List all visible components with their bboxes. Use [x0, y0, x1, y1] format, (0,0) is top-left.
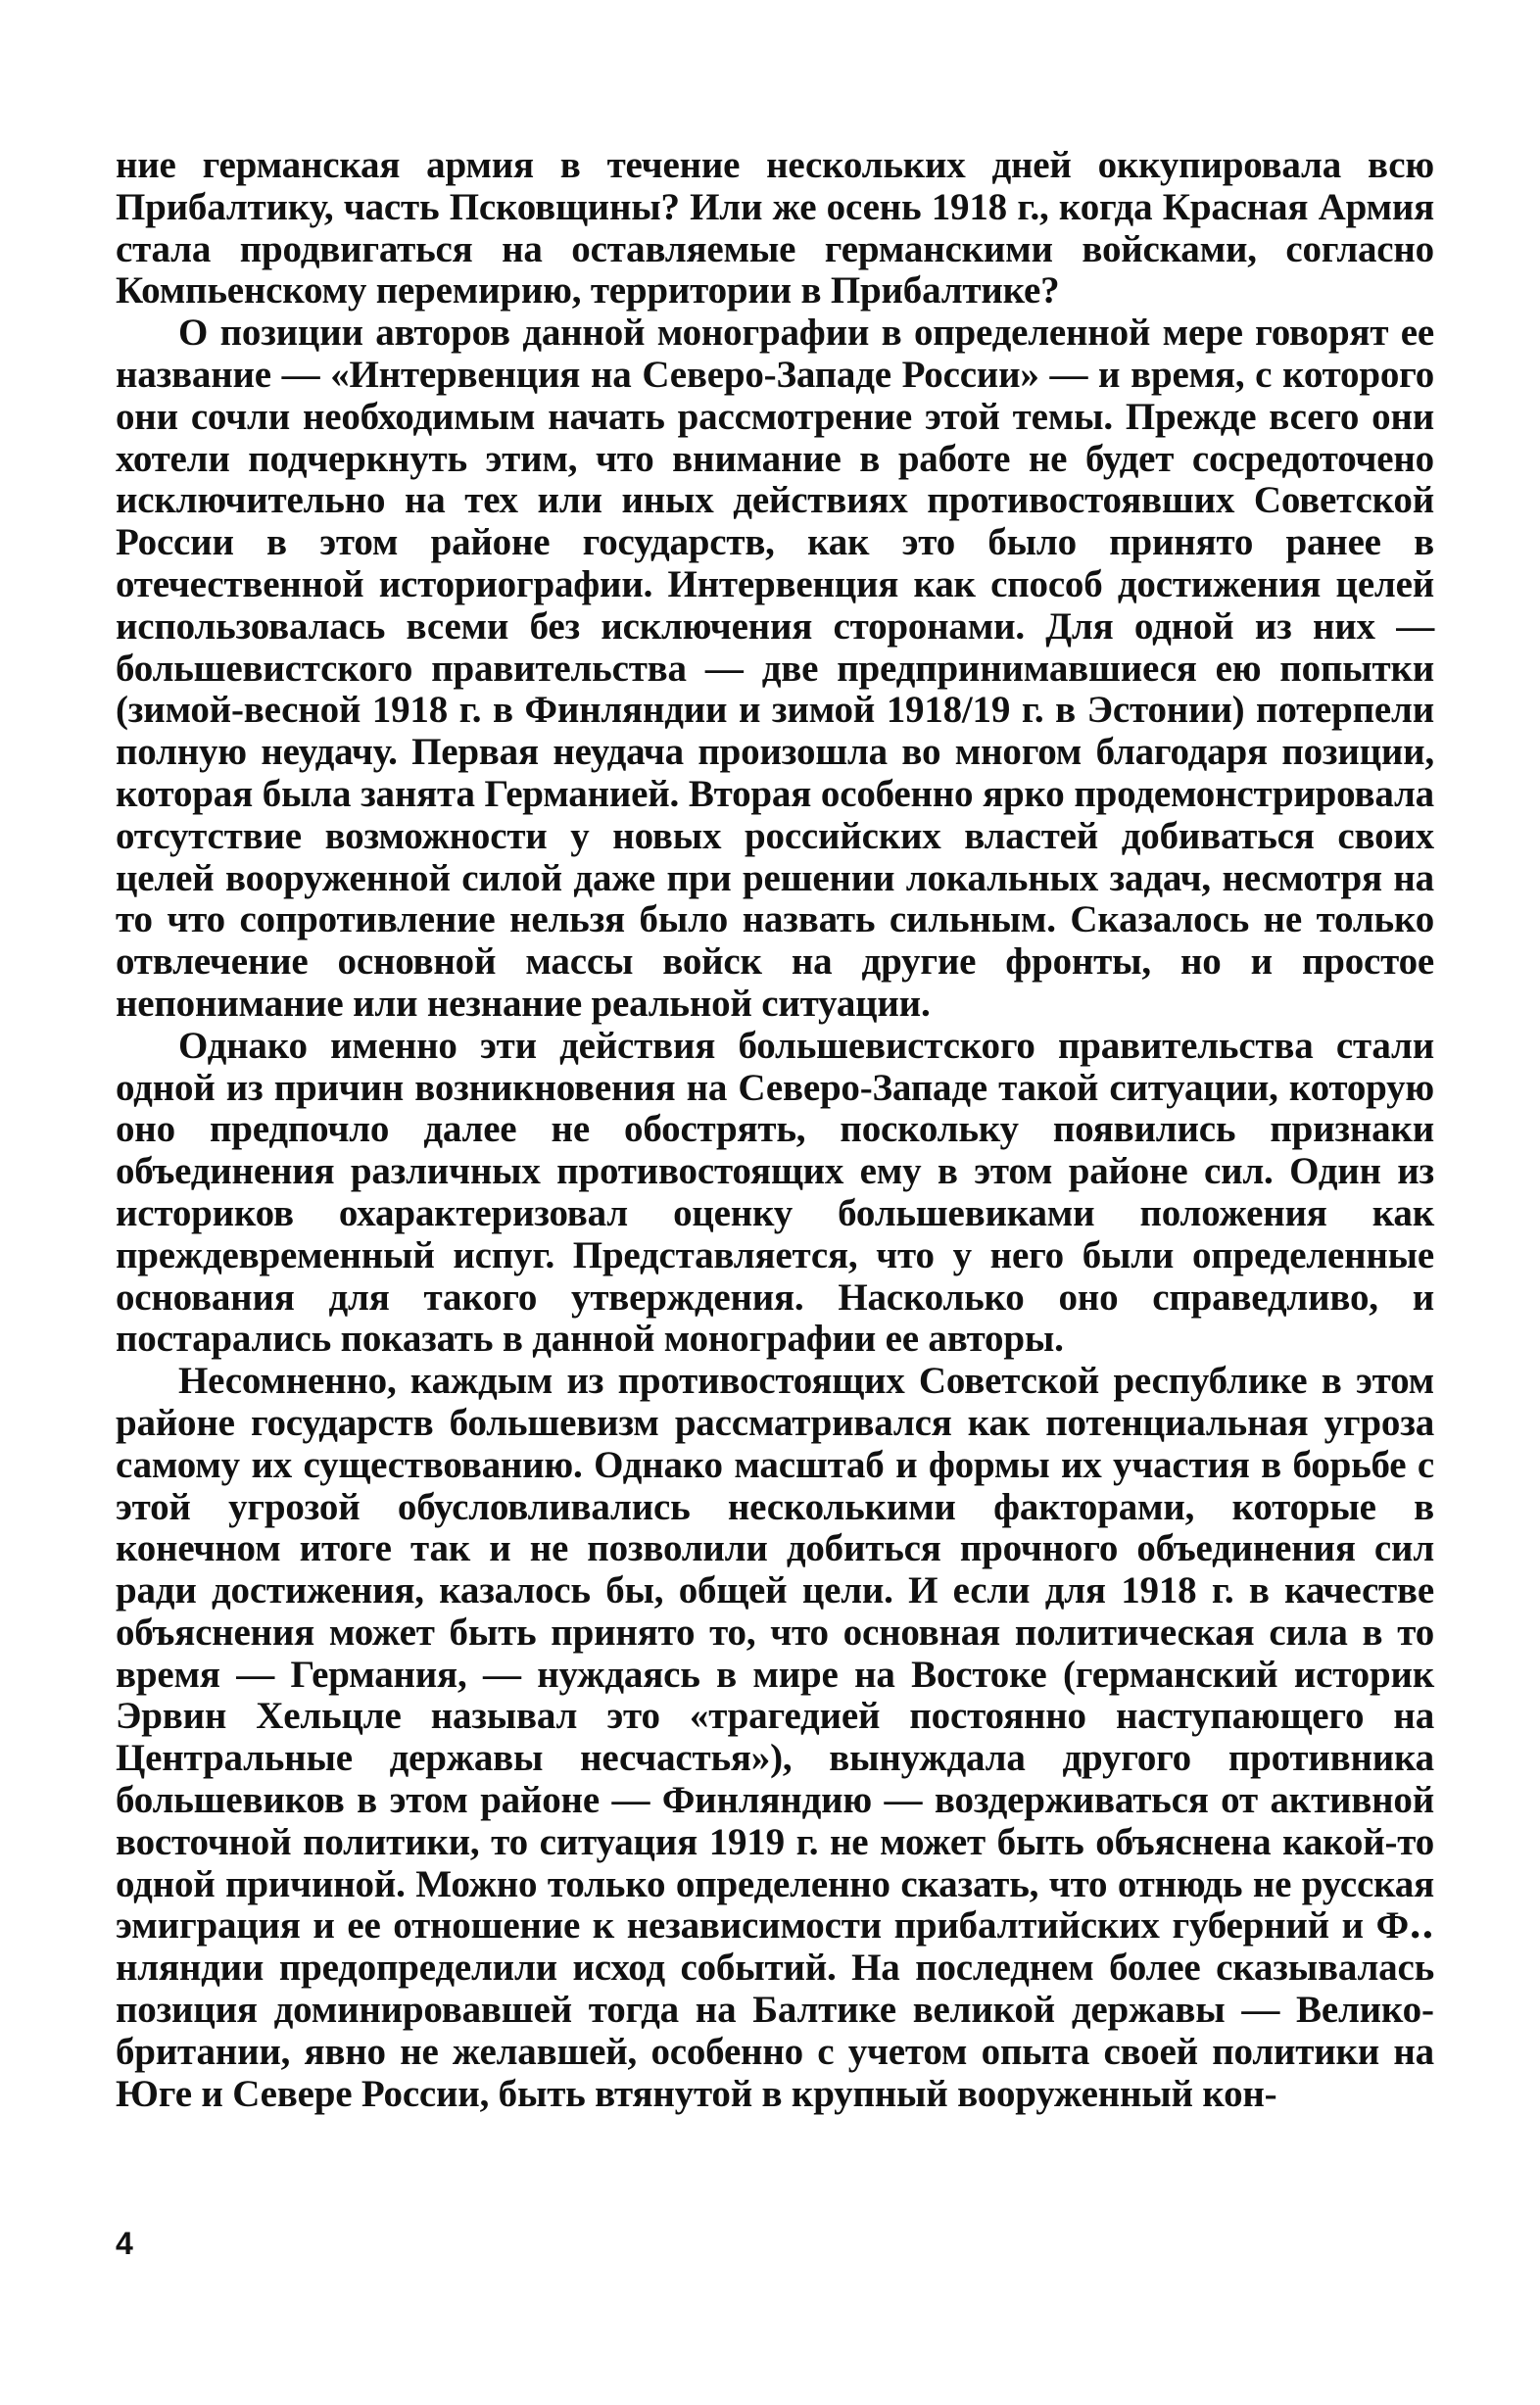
paragraph-2: О позиции авторов данной монографии в определенной мере говорят ее название — «Интервенция на Северо-Западе России» — и время, с которого они сочли необходимым начать рассмотрение этой темы. Прежде всего они хотели подчеркнуть этим, что внимание в работе не будет сосредоточено исключительно на тех или иных действиях противостоявших Советской России в этом районе государств, как это было принято ранее в отечественной историографии. Интервенция как способ достижения целей использовалась всеми без исключения сторонами. Для одной из них — большевистского правительства — две предпринимавшиеся ею попытки (зимой-весной 1918 г. в Финляндии и зимой 1918/19 г. в Эстонии) потерпели полную неудачу. Первая неудача произошла во многом благодаря позиции, которая была занята Германией. Вторая особенно ярко продемонстрировала отсутствие возможности у новых российских властей добиваться своих целей вооруженной силой даже при решении локальных задач, несмотря на то что сопротивление нельзя было назвать сильным. Сказалось не только отвлечение основной массы войск на другие фронты, но и простое непонимание или незнание реальной ситуации.	[116, 312, 1434, 1025]
page-body	[116, 145, 1434, 2115]
paragraph-4: Несомненно, каждым из противостоящих Советской республике в этом районе государств большевизм рассматривался как потенциальная угроза самому их существованию. Однако масштаб и формы их участия в борьбе с этой угрозой обусловливались несколькими факторами, которые в конечном итоге так и не позволили добиться прочного объединения сил ради достижения, казалось бы, общей цели. И если для 1918 г. в качестве объяснения может быть принято то, что основная политическая сила в то время — Германия, — нуждаясь в мире на Востоке (германский историк Эрвин Хельцле называл это «трагедией постоянно наступающего на Центральные державы несчастья»), вынуждала другого противника большевиков в этом районе — Финляндию — воздерживаться от активной восточной политики, то ситуация 1919 г. не может быть объяснена какой-то одной причиной. Можно только определенно сказать, что отнюдь не русская эмиграция и ее отношение к независимости прибалтийских губерний и Ф‥нляндии предопределили исход событий. На последнем более сказывалась позиция доминировавшей тогда на Балтике великой державы — Великобритании, явно не желавшей, особенно с учетом опыта своей политики на Юге и Севере России, быть втянутой в крупный вооруженный кон-	[116, 1360, 1434, 2115]
paragraph-1: ние германская армия в течение нескольких дней оккупировала всю Прибалтику, часть Псковщины? Или же осень 1918 г., когда Красная Армия стала продвигаться на оставляемые германскими войсками, согласно Компьенскому перемирию, территории в Прибалтике?	[116, 144, 1434, 313]
page-number: 4	[116, 2226, 133, 2261]
paragraph-3: Однако именно эти действия большевистского правительства стали одной из причин возникновения на Северо-Западе такой ситуации, которую оно предпочло далее не обострять, поскольку появились признаки объединения различных противостоящих ему в этом районе сил. Один из историков охарактеризовал оценку большевиками положения как преждевременный испуг. Представляется, что у него были определенные основания для такого утверждения. Насколько оно справедливо, и постарались показать в данной монографии ее авторы.	[116, 1024, 1434, 1361]
